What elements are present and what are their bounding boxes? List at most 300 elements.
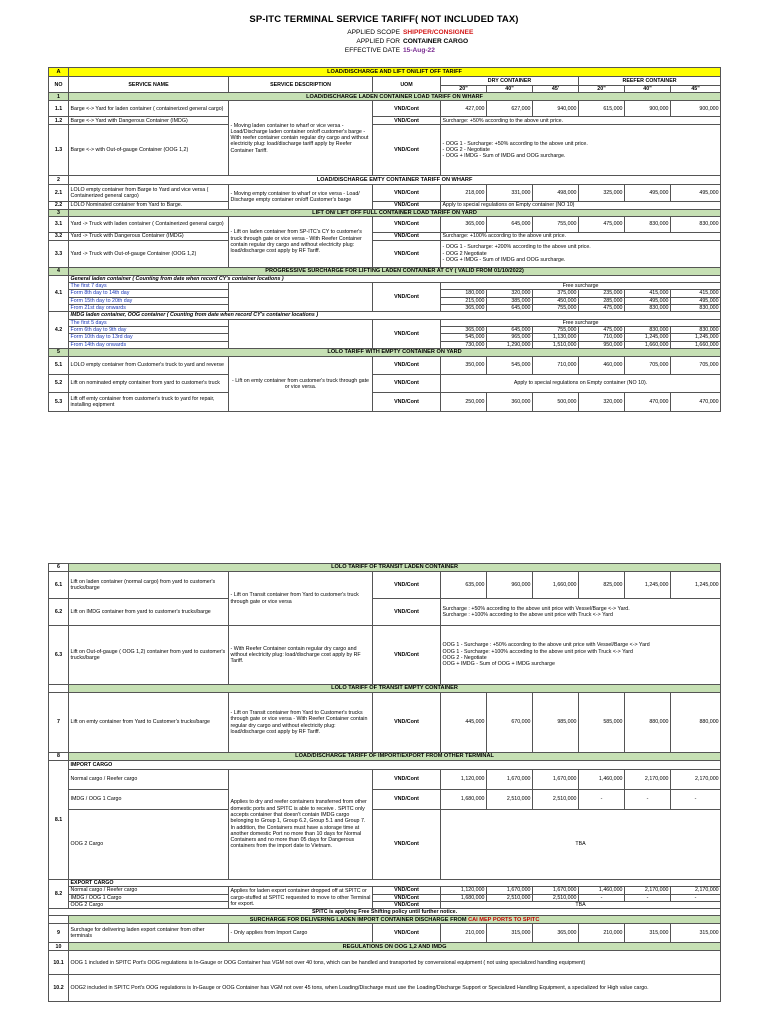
table-row [49,761,721,770]
service-desc: - Moving empty container to wharf or vice versa - Load/ Discharge empty container on/off Customer's barge [229,185,373,209]
regulation-text: OOG 1 included in SPITC Port's OOG regulations is In-Gauge or OOG Container has VGM not over 40 tons, which can be handled and transported by convensional equipment ( not using specialized handling equipment) [69,951,721,975]
section-9-title-highlight: CAI MEP PORTS TO SPITC [468,916,540,923]
row-no: 6.1 [49,572,69,599]
table-row [49,909,721,916]
row-no: 3.3 [49,240,69,267]
uom: VND/Cont [373,283,441,312]
uom: VND/Cont [373,924,441,943]
section-10-title: REGULATIONS ON OOG 1,2 AND IMDG [69,943,721,951]
service-name: Yard -> Truck with Dangerous Container (IMDG) [69,232,229,240]
price-cell: 1,660,000 [671,341,721,348]
service-name: Barge <-> with Out-of-gauge Container (OOG 1,2) [69,125,229,176]
service-name: Barge <-> Yard with Dangerous Container (IMDG) [69,117,229,125]
price-cell: 180,000 [441,290,487,297]
price-cell: 1,670,000 [533,887,579,894]
table-row [49,356,721,374]
row-no: 1.2 [49,117,69,125]
price-cell: 705,000 [671,356,721,374]
group-heading: IMDG laden container, OOG container ( Counting from date when record CY's container locations ) [69,312,721,319]
price-cell: - [579,790,625,810]
row-no: 4.1 [49,275,69,311]
price-cell: 495,000 [625,185,671,202]
section-1-row [49,93,721,101]
price-cell: 1,670,000 [487,887,533,894]
price-cell: 830,000 [625,216,671,232]
service-desc: - Lift on Transit container from Yard to customer's truck through gate or vice versa [229,572,373,626]
tariff-table-1 [48,67,721,412]
surcharge-note: Apply to special regulations on Empty container (NO 10) [441,202,721,209]
price-cell: 900,000 [671,101,721,117]
uom: VND/Cont [373,392,441,411]
table-row [49,901,721,908]
table-row [49,924,721,943]
service-name: IMDG / OOG 1 Cargo [69,894,229,901]
table-row [49,975,721,1002]
price-cell: 1,130,000 [533,334,579,341]
col-no: NO [49,77,69,93]
service-desc: Applies to dry and reefer containers transferred from other domestic ports and SPITC is able to receive . SPITC only accepts container that doesn't contain IMDG cargo belonging to Group 1, Group 6.2, Group 5.1 and Group 7. In addition, the Containers must have a storage time at another domestic Port no more than 10 days for Normal Containers and no more than 05 days for Dangerous containers from the import date to Vietnam. [229,770,373,880]
price-cell: 427,000 [441,101,487,117]
section-a-no: A [49,68,69,77]
table-row [49,125,721,176]
group-heading: EXPORT CARGO [69,880,721,887]
price-cell: 645,000 [487,216,533,232]
service-name: Lift on Out-of-gauge ( OOG 1,2) container from yard to customer's trucks/barge [69,626,229,685]
price-cell: 285,000 [579,297,625,304]
price-cell: 315,000 [487,924,533,943]
price-cell: 755,000 [533,326,579,333]
price-cell: 710,000 [533,356,579,374]
section-2-row [49,176,721,185]
price-cell: 965,000 [487,334,533,341]
service-desc: - With Reefer Container contain regular dry cargo and without electricity plug: load/discharge cost apply by RF Tariff. [229,626,373,685]
price-cell: 880,000 [625,693,671,753]
uom: VND/Cont [373,790,441,810]
price-cell: 325,000 [579,185,625,202]
service-name: Normal cargo / Reefer cargo [69,887,229,894]
period-label: The first 5 days [69,319,229,326]
section-6-title: LOLO TARIFF OF TRANSIT LADEN CONTAINER [69,564,721,572]
col-dry-20: 20" [441,86,487,93]
col-rf-40: 40" [625,86,671,93]
row-no: 7 [49,693,69,753]
col-reefer-container: REEFER CONTAINER [579,77,721,86]
price-cell: 360,000 [487,392,533,411]
surcharge-note [441,125,721,176]
price-cell: 985,000 [533,693,579,753]
table-row [49,240,721,267]
period-label: Form 8th day to 14th day [69,290,229,297]
surcharge-note [441,626,721,685]
note-line: - OOG + IMDG - Sum of IMDG and OOG surcharge. [442,257,566,264]
uom: VND/Cont [373,887,441,894]
price-cell: 470,000 [671,392,721,411]
col-service-name: SERVICE NAME [69,77,229,93]
price-cell: 315,000 [671,924,721,943]
price-cell: 498,000 [533,185,579,202]
service-name: Yard -> Truck with laden container ( Containerized general cargo) [69,216,229,232]
price-cell: 830,000 [671,305,721,312]
service-desc: - Lift on laden container from SP-ITC's CY to customer's truck through gate or vice versa - With Reefer Container contain regular dry cargo and without electricity plug: load/discharge cost apply by RF Tariff. [229,216,373,267]
section-2-no: 2 [49,176,69,185]
section-3-no: 3 [49,209,69,216]
uom: VND/Cont [373,599,441,626]
section-8-no: 8 [49,753,69,761]
note-line: Surcharge : +50% according to the above unit price with Vessel/Barge <-> Yard. [442,605,630,612]
surcharge-note: Apply to special regulations on Empty container (NO 10). [441,374,721,392]
price-cell: 880,000 [671,693,721,753]
price-cell: 475,000 [579,305,625,312]
section-6-no: 6 [49,564,69,572]
price-cell: 315,000 [625,924,671,943]
table-row [49,572,721,599]
price-cell: 445,000 [441,693,487,753]
section-3-title: LIFT ON/ LIFT OFF FULL CONTAINER LOAD TARIFF ON YARD [69,209,721,216]
price-cell: 900,000 [625,101,671,117]
service-name: Lift on emty container from Yard to Customer's trucks/barge [69,693,229,753]
row-no: 3.1 [49,216,69,232]
table-row [49,275,721,282]
price-cell: 730,000 [441,341,487,348]
price-cell: 635,000 [441,572,487,599]
price-cell: 1,510,000 [533,341,579,348]
service-desc: - Lift on emty container from customer's truck through gate or vice versa. [229,356,373,411]
uom: VND/Cont [373,356,441,374]
price-cell: 320,000 [579,392,625,411]
row-no: 6.3 [49,626,69,685]
table-row [49,185,721,202]
effective-date-value: 15-Aug-22 [403,47,435,55]
table-row [49,392,721,411]
page-title: SP-ITC TERMINAL SERVICE TARIFF( NOT INCLUDED TAX) [249,14,519,25]
row-no: 2.2 [49,202,69,209]
price-cell: 385,000 [487,297,533,304]
uom: VND/Cont [373,101,441,117]
price-cell: 940,000 [533,101,579,117]
period-label: From 14th day onwards [69,341,229,348]
price-cell: 331,000 [487,185,533,202]
price-cell: 215,000 [441,297,487,304]
tba-note: TBA [441,810,721,880]
table-row [49,880,721,887]
price-cell: 627,000 [487,101,533,117]
free-surcharge: Free surcharge [441,283,721,290]
section-3-row [49,209,721,216]
service-name: Lift on IMDG container from yard to customer's trucks/barge [69,599,229,626]
note-line: OOG + IMDG - Sum of OOG + IMDG surcharge [442,661,555,668]
service-name: Normal cargo / Reefer cargo [69,770,229,790]
price-cell: 365,000 [533,924,579,943]
price-cell: 950,000 [579,341,625,348]
price-cell: 710,000 [579,334,625,341]
uom: VND/Cont [373,232,441,240]
service-name: OOG 2 Cargo [69,901,229,908]
price-cell: 235,000 [579,290,625,297]
row-no: 6.2 [49,599,69,626]
price-cell: 545,000 [441,334,487,341]
price-cell: 645,000 [487,326,533,333]
section-8-row [49,753,721,761]
price-cell: 1,120,000 [441,887,487,894]
uom: VND/Cont [373,894,441,901]
uom: VND/Cont [373,810,441,880]
document-header [0,14,768,25]
price-cell: 365,000 [441,216,487,232]
price-cell: 615,000 [579,101,625,117]
price-cell: - [625,790,671,810]
price-cell: 375,000 [533,290,579,297]
note-line: - OOG 2 Negotiate [442,250,487,257]
period-label: Form 10th day to 13rd day [69,334,229,341]
surcharge-note [441,599,721,626]
price-cell: 2,170,000 [671,887,721,894]
service-name: Lift on laden container (normal cargo) from yard to customer's trucks/barge [69,572,229,599]
section-7-title: LOLO TARIFF OF TRANSIT EMPTY CONTAINER [69,685,721,693]
price-cell: 1,245,000 [625,572,671,599]
price-cell: 2,170,000 [671,770,721,790]
table-row [49,887,721,894]
table-row [49,810,721,880]
price-cell: 2,170,000 [625,887,671,894]
price-cell: 470,000 [625,392,671,411]
uom: VND/Cont [373,125,441,176]
price-cell: 1,460,000 [579,770,625,790]
price-cell: - [671,790,721,810]
price-cell: 2,510,000 [533,894,579,901]
section-10-row [49,943,721,951]
table-row [49,312,721,319]
group-heading: IMPORT CARGO [69,761,721,770]
price-cell: 1,660,000 [625,341,671,348]
tariff-table-2 [48,563,721,1002]
price-cell: 250,000 [441,392,487,411]
price-cell: 1,680,000 [441,790,487,810]
table-row [49,117,721,125]
row-no: 5.3 [49,392,69,411]
table-row [49,101,721,117]
col-uom: UOM [373,77,441,93]
section-4-no: 4 [49,267,69,275]
price-cell: - [579,894,625,901]
row-no: 5.1 [49,356,69,374]
price-cell: 495,000 [671,297,721,304]
table-row [49,770,721,790]
section-a-title: LOAD/DISCHARGE AND LIFT ON/LIFT OFF TARIFF [69,68,721,77]
price-cell: 1,120,000 [441,770,487,790]
note-line: - OOG 1 - Surcharge: +200% according to the above unit price. [442,244,591,251]
section-2-title: LOAD/DISCHARGE EMTY CONTAINER TARIFF ON WHARF [69,176,721,185]
price-cell: 415,000 [671,290,721,297]
section-5-row [49,348,721,356]
section-1-title: LOAD/DISCHARGE LADEN CONTAINER LOAD TARIFF ON WHARF [69,93,721,101]
service-desc: Applies for laden export container dropped off at SPITC or cargo-stuffed at SPITC requested to move to other Terminal for export. [229,887,373,909]
note-line: - OOG 1 - Surcharge: +50% according to the above unit price. [442,140,588,147]
price-cell: 475,000 [579,326,625,333]
scope-value: SHIPPER/CONSIGNEE [403,29,474,36]
column-header-row [49,77,721,86]
uom: VND/Cont [373,240,441,267]
uom: VND/Cont [373,319,441,348]
surcharge-note: Surcharge: +50% according to the above unit price. [441,117,721,125]
applied-for-label: APPLIED FOR [356,38,400,46]
free-surcharge: Free surcharge [441,319,721,326]
row-no: 10.1 [49,951,69,975]
table-row [49,790,721,810]
table-row [49,216,721,232]
col-dry-40: 40" [487,86,533,93]
price-cell: 495,000 [625,297,671,304]
section-5-no: 5 [49,348,69,356]
table-row [49,374,721,392]
col-rf-20: 20" [579,86,625,93]
section-4-title: PROGRESSIVE SURCHARGE FOR LIFTING LADEN CONTAINER AT CY ( VALID FROM 01/10/2022) [69,267,721,275]
service-name: Barge <-> Yard for laden container ( containerized general cargo) [69,101,229,117]
section-1-no: 1 [49,93,69,101]
period-label: Form 15th day to 20th day [69,297,229,304]
row-no: 1.1 [49,101,69,117]
price-cell: - [671,894,721,901]
section-9-title [69,916,721,924]
section-5-title: LOLO TARIFF WITH EMPTY CONTAINER ON YARD [69,348,721,356]
price-cell: 1,660,000 [533,572,579,599]
row-no: 10.2 [49,975,69,1002]
price-cell: 1,670,000 [487,770,533,790]
section-6-row [49,564,721,572]
price-cell: 210,000 [579,924,625,943]
price-cell: 495,000 [671,185,721,202]
service-name: Yard -> Truck with Out-of-gauge Container (OOG 1,2) [69,240,229,267]
price-cell: 830,000 [671,216,721,232]
period-label: The first 7 days [69,283,229,290]
row-no: 3.2 [49,232,69,240]
uom: VND/Cont [373,770,441,790]
price-cell: 460,000 [579,356,625,374]
col-service-desc: SERVICE DESCRIPTION [229,77,373,93]
price-cell: 670,000 [487,693,533,753]
free-shifting-note: SPITC is applying Free Shifting policy until further notice. [49,909,721,916]
section-8-title: LOAD/DISCHARGE TARIFF OF IMPORT/EXPORT FROM OTHER TERMINAL [69,753,721,761]
price-cell: 475,000 [579,216,625,232]
price-cell: - [625,894,671,901]
price-cell: 1,245,000 [671,572,721,599]
uom: VND/Cont [373,185,441,202]
note-line: OOG 1 - Surcharge: +100% according to the above unit price with Truck <-> Yard [442,648,633,655]
col-rf-45: 45" [671,86,721,93]
price-cell: 210,000 [441,924,487,943]
table-row [49,693,721,753]
service-name: LOLO empty container from Barge to Yard and vice versa ( Containerized general cargo) [69,185,229,202]
regulation-text: OOG2 included in SPITC Port's OOG regulations is In-Gauge or OOG Container has VGM not over 45 tons, when Loading/Discharge must use the Loading/Discharge Support or Specialized Handling Equipment, a specialized for High value cargo. [69,975,721,1002]
price-cell: 2,170,000 [625,770,671,790]
note-line: - OOG 2 - Negotiate [442,147,490,154]
service-name: Surchage for delivering laden export container from other terminals [69,924,229,943]
section-10-no: 10 [49,943,69,951]
price-cell: 450,000 [533,297,579,304]
service-name: OOG 2 Cargo [69,810,229,880]
table-row [49,319,721,326]
price-cell: 365,000 [441,326,487,333]
note-line: Surcharge : +100% according to the above unit price with Truck <-> Yard [442,612,613,618]
uom: VND/Cont [373,626,441,685]
price-cell: 350,000 [441,356,487,374]
uom: VND/Cont [373,693,441,753]
section-7-row [49,685,721,693]
table-row [49,232,721,240]
price-cell: 365,000 [441,305,487,312]
uom: VND/Cont [373,117,441,125]
note-line: OOG 1 - Surcharge : +50% according to the above unit price with Vessel/Barge <-> Yard [442,642,650,649]
table-row [49,202,721,209]
table-row [49,894,721,901]
service-name: LOLO empty container from Customer's truck to yard and reverse [69,356,229,374]
price-cell: 825,000 [579,572,625,599]
tariff-meta [330,28,473,56]
group-heading: General laden container ( Counting from date when record CY's container locations ) [69,275,721,282]
price-cell: 1,460,000 [579,887,625,894]
price-cell: 1,245,000 [671,334,721,341]
price-cell: 755,000 [533,216,579,232]
applied-for-value: CONTAINER CARGO [403,38,469,46]
row-no: 8.1 [49,761,69,880]
scope-label: APPLIED SCOPE [347,29,400,36]
service-desc: - Only applies from Import Cargo [229,924,373,943]
service-name: IMDG / OOG 1 Cargo [69,790,229,810]
uom: VND/Cont [373,901,441,908]
note-line: - OOG + IMDG - Sum of IMDG and OOG surcharge. [442,153,566,160]
price-cell: 705,000 [625,356,671,374]
price-cell: 755,000 [533,305,579,312]
period-label: From 21st day onwards [69,305,229,312]
price-cell: 415,000 [625,290,671,297]
price-cell: 320,000 [487,290,533,297]
period-label: Form 6th day to 9th day [69,326,229,333]
service-name: LOLO Nominated container from Yard to Barge. [69,202,229,209]
price-cell: 1,670,000 [533,770,579,790]
price-cell: 2,510,000 [487,790,533,810]
row-no: 9 [49,924,69,943]
price-cell: 830,000 [671,326,721,333]
surcharge-note: Surcharge: +100% according to the above unit price. [441,232,721,240]
uom: VND/Cont [373,202,441,209]
price-cell: 830,000 [625,305,671,312]
price-cell: 2,510,000 [487,894,533,901]
price-cell: 2,510,000 [533,790,579,810]
price-cell: 1,290,000 [487,341,533,348]
price-cell: 645,000 [487,305,533,312]
service-desc: - Moving laden container to wharf or vice versa - Load/Discharge laden container on/off customer's barge - With reefer container contain regular dry cargo and without electricity plug: load/discharge tariff apply by Reefer Container Tariff. [229,101,373,176]
col-dry-45: 45' [533,86,579,93]
table-row [49,283,721,290]
service-name: Lift on nominated empty container from yard to customer's truck [69,374,229,392]
table-row [49,951,721,975]
note-line: OOG 2 - Negotiate [442,655,487,661]
price-cell: 500,000 [533,392,579,411]
section-4-row [49,267,721,275]
section-a-row [49,68,721,77]
table-row [49,626,721,685]
uom: VND/Cont [373,374,441,392]
price-cell: 585,000 [579,693,625,753]
service-desc: - Lift on Transit container from Yard to Customer's trucks through gate or vice versa - With Reefer Container contain regular dry cargo and without electricity plug: load/discharge cost apply by RF Tariff. [229,693,373,753]
surcharge-note [441,240,721,267]
section-9-title-main: SURCHARGE FOR DELIVERING LADEN IMPORT CONTAINER DISCHARGE FROM [249,916,469,923]
row-no: 5.2 [49,374,69,392]
price-cell: 830,000 [625,326,671,333]
row-no: 8.2 [49,880,69,909]
row-no: 4.2 [49,312,69,348]
row-no: 1.3 [49,125,69,176]
uom: VND/Cont [373,216,441,232]
